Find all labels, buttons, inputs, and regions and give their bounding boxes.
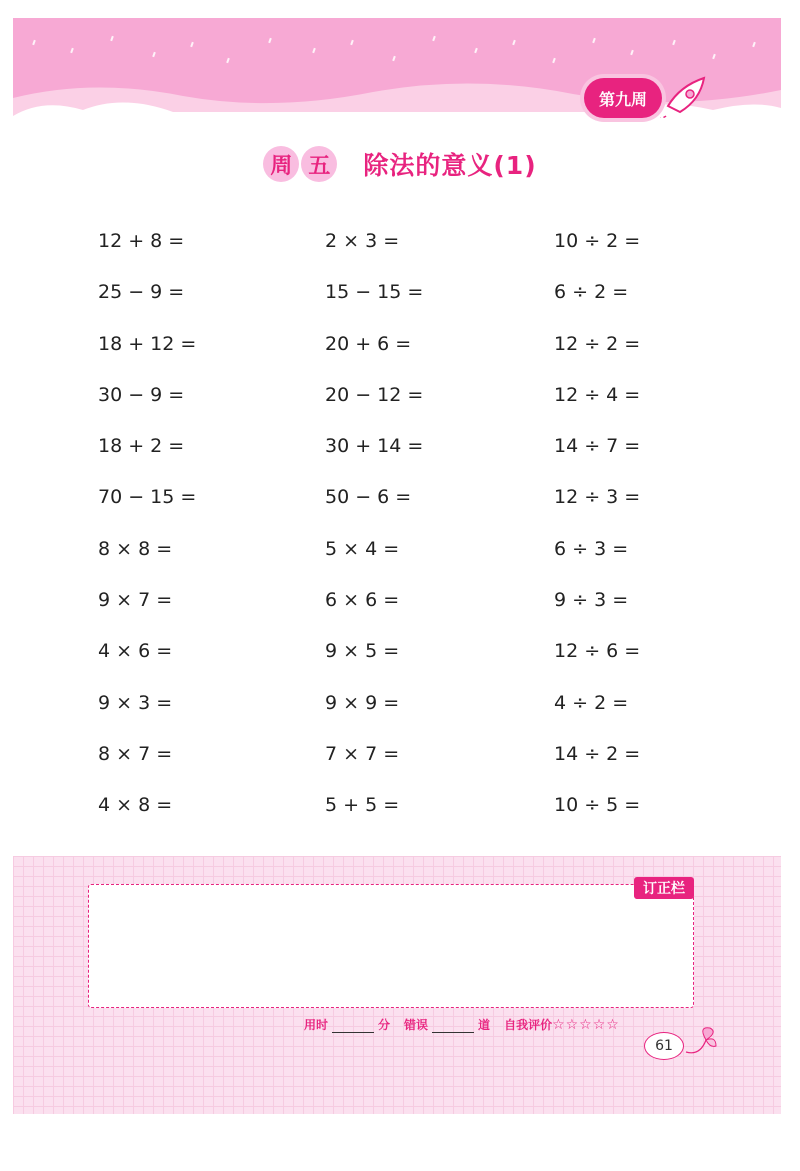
problem-item: 12 ÷ 4 = — [554, 383, 641, 406]
butterfly-icon — [676, 1022, 720, 1062]
error-label: 错误 — [404, 1018, 429, 1032]
problem-item: 6 ÷ 2 = — [554, 281, 629, 304]
rating-stars[interactable]: ☆☆☆☆☆ — [552, 1017, 620, 1033]
problem-item: 9 × 7 = — [98, 589, 173, 612]
problem-item: 9 × 5 = — [325, 640, 400, 663]
problem-item: 18 + 12 = — [98, 332, 197, 355]
problem-item: 50 − 6 = — [325, 486, 412, 509]
problem-item: 30 − 9 = — [98, 383, 185, 406]
problem-item: 9 ÷ 3 = — [554, 589, 629, 612]
question-unit: 道 — [478, 1018, 491, 1032]
problem-item: 8 × 8 = — [98, 537, 173, 560]
problem-item: 15 − 15 = — [325, 281, 424, 304]
problem-item: 18 + 2 = — [98, 435, 185, 458]
problem-item: 70 − 15 = — [98, 486, 197, 509]
problem-item: 12 ÷ 3 = — [554, 486, 641, 509]
correction-label: 订正栏 — [634, 877, 694, 899]
problem-item: 9 × 9 = — [325, 691, 400, 714]
rocket-icon — [660, 72, 716, 118]
self-eval-label: 自我评价 — [504, 1018, 553, 1032]
problem-item: 14 ÷ 2 = — [554, 742, 641, 765]
problem-item: 25 − 9 = — [98, 281, 185, 304]
week-badge: 第九周 — [584, 78, 662, 118]
self-assessment-line — [304, 1016, 620, 1033]
page-number: 61 — [644, 1032, 684, 1060]
day-char-1: 周 — [263, 146, 299, 182]
minute-unit: 分 — [378, 1018, 391, 1032]
problem-item: 4 ÷ 2 = — [554, 691, 629, 714]
problem-item: 6 ÷ 3 = — [554, 537, 629, 560]
lesson-title: 除法的意义(1) — [363, 151, 537, 180]
problem-grid — [98, 222, 754, 838]
time-label: 用时 — [304, 1018, 329, 1032]
problem-item: 4 × 6 = — [98, 640, 173, 663]
problem-item: 20 + 6 = — [325, 332, 412, 355]
problem-item: 20 − 12 = — [325, 383, 424, 406]
problem-item: 9 × 3 = — [98, 691, 173, 714]
problem-item: 30 + 14 = — [325, 435, 424, 458]
problem-item: 12 ÷ 6 = — [554, 640, 641, 663]
problem-item: 14 ÷ 7 = — [554, 435, 641, 458]
problem-item: 12 + 8 = — [98, 230, 185, 252]
problem-item: 5 + 5 = — [325, 794, 400, 817]
problem-item: 8 × 7 = — [98, 742, 173, 765]
problem-item: 2 × 3 = — [325, 230, 400, 252]
problem-item: 5 × 4 = — [325, 537, 400, 560]
day-badge — [263, 146, 337, 182]
day-char-2: 五 — [301, 146, 337, 182]
problem-item: 6 × 6 = — [325, 589, 400, 612]
page-title — [0, 146, 800, 182]
problem-item: 4 × 8 = — [98, 794, 173, 817]
time-blank[interactable] — [332, 1020, 374, 1033]
problem-item: 10 ÷ 5 = — [554, 794, 641, 817]
problem-item: 12 ÷ 2 = — [554, 332, 641, 355]
problem-item: 7 × 7 = — [325, 742, 400, 765]
error-blank[interactable] — [432, 1020, 474, 1033]
correction-box[interactable] — [88, 884, 694, 1008]
problem-item: 10 ÷ 2 = — [554, 230, 641, 252]
